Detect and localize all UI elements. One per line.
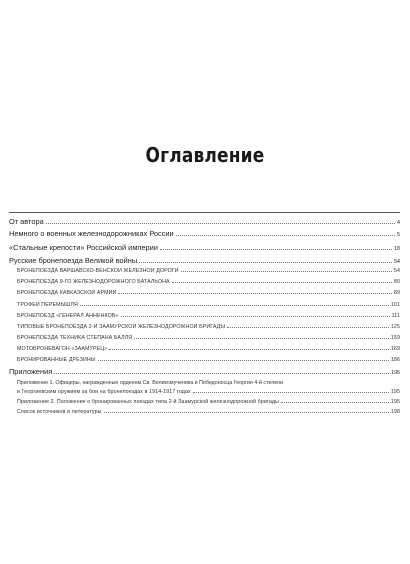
dot-leader (134, 338, 389, 339)
toc-page-number: 195 (390, 399, 400, 405)
dot-leader (121, 316, 390, 317)
toc-page-number: 4 (397, 220, 400, 226)
toc-entry-title: и Георгиевским оружием за бои на бронепоездах в 1914-1917 годах (17, 389, 191, 395)
toc-subentry[interactable] (17, 268, 400, 274)
dot-leader (139, 262, 392, 263)
dot-leader (109, 349, 389, 350)
toc-subentry-line[interactable] (17, 380, 400, 386)
toc-entry-title: Приложение 1. Офицеры, награжденные орденом Св. Великомученика и Победоносца Георгия 4-й степени (17, 380, 284, 386)
toc-page-number: 159 (390, 335, 400, 341)
toc-entry-title: От автора (9, 217, 44, 226)
dot-leader (80, 305, 389, 306)
toc-page-number: 125 (390, 324, 400, 330)
toc-page-number: 101 (390, 302, 400, 308)
dot-leader (160, 249, 392, 250)
toc-page-number: 195 (391, 370, 400, 376)
page-title: Оглавление (145, 143, 265, 167)
dot-leader (281, 402, 389, 403)
toc-entry-title: ТРОФЕИ ПЕРЕМЫШЛЯ (17, 302, 78, 308)
toc-subentry[interactable] (17, 313, 400, 319)
toc-page-number: 169 (390, 346, 400, 352)
toc-subentry[interactable] (17, 346, 400, 352)
toc-page-number: 54 (394, 259, 400, 265)
toc-entry-steel-fortresses[interactable] (9, 243, 400, 252)
toc-entry-appendices[interactable] (9, 367, 400, 376)
toc-entry-from-author[interactable] (9, 217, 400, 226)
toc-entry-title: Русские бронепоезда Великой войны (9, 256, 138, 265)
toc-subentry[interactable] (17, 324, 400, 330)
toc-subentry[interactable] (17, 357, 400, 363)
toc-entry-title: Приложение 2. Положение о бронированных поездах типа 2-й Заамурской железнодорожной бригады (17, 399, 279, 405)
toc-entry-title: ТИПОВЫЕ БРОНЕПОЕЗДА 2-Й ЗААМУРСКОЙ ЖЕЛЕЗНОДОРОЖНОЙ БРИГАДЫ (17, 324, 226, 330)
dot-leader (227, 327, 389, 328)
toc-page-number: 89 (393, 290, 400, 296)
toc-entry-title: БРОНИРОВАННЫЕ ДРЕЗИНЫ (17, 357, 96, 363)
toc-entry-title: БРОНЕПОЕЗДА ТЕХНИКА СТЕПАНА БАЛЛЯ (17, 335, 133, 341)
divider-rule (9, 212, 400, 213)
dot-leader (181, 271, 392, 272)
dot-leader (193, 392, 389, 393)
toc-page-number: 195 (390, 389, 400, 395)
toc-entry-title: БРОНЕПОЕЗДА 9-ГО ЖЕЛЕЗНОДОРОЖНОГО БАТАЛЬОНА (17, 279, 170, 285)
toc-subentry[interactable] (17, 409, 400, 415)
toc-entry-title: БРОНЕПОЕЗДА ВАРШАВСКО-ВЕНСКОЙ ЖЕЛЕЗНОЙ ДОРОГИ (17, 268, 179, 274)
toc-page-number: 111 (391, 313, 400, 319)
dot-leader (46, 223, 395, 224)
toc-entry-great-war[interactable] (9, 256, 400, 265)
dot-leader (172, 282, 392, 283)
toc-entry-title: Приложения (9, 367, 53, 376)
toc-subentry[interactable] (17, 290, 400, 296)
dot-leader (176, 235, 395, 236)
toc-page-number: 198 (390, 409, 400, 415)
toc-entry-title: БРОНЕПОЕЗД «ГЕНЕРАЛ АННЕНКОВ» (17, 313, 119, 319)
toc-entry-title: Список источников и литературы (17, 409, 102, 415)
toc-subentry[interactable] (17, 279, 400, 285)
toc-subentry[interactable] (17, 389, 400, 395)
toc-page-number: 54 (393, 268, 400, 274)
toc-entry-title: МОТОБРОНЕВАГОН «ЗААМУРЕЦ» (17, 346, 108, 352)
dot-leader (54, 373, 389, 374)
toc-page-number: 186 (390, 357, 400, 363)
toc-entry-railway-troops[interactable] (9, 229, 400, 238)
toc-page-number: 18 (394, 246, 400, 252)
toc-subentry[interactable] (17, 302, 400, 308)
toc-page-number: 5 (397, 232, 400, 238)
toc-subentry[interactable] (17, 335, 400, 341)
dot-leader (104, 412, 389, 413)
toc-entry-title: БРОНЕПОЕЗДА КАВКАЗСКОЙ АРМИИ (17, 290, 117, 296)
toc-subentry[interactable] (17, 399, 400, 405)
toc-entry-title: Немного о военных железнодорожниках России (9, 229, 174, 238)
toc-entry-title: «Стальные крепости» Российской империи (9, 243, 158, 252)
dot-leader (118, 293, 391, 294)
toc-page-number: 80 (393, 279, 400, 285)
dot-leader (98, 360, 389, 361)
